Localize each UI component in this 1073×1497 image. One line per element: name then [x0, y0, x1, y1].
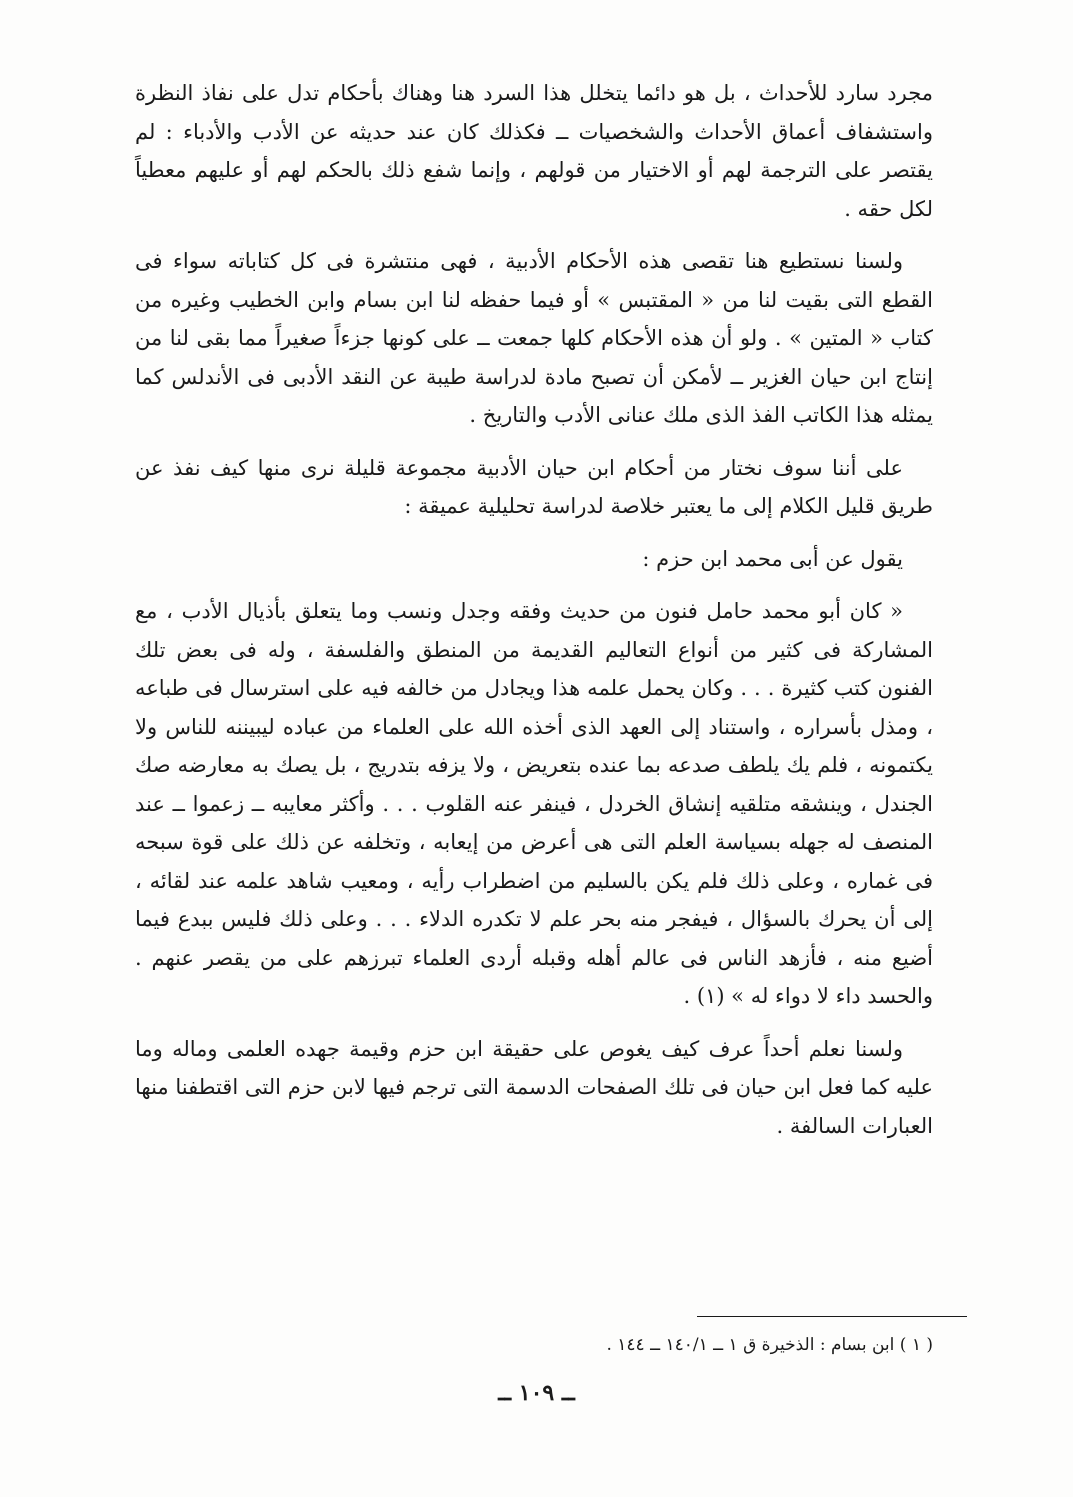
- paragraph-2: ولسنا نستطيع هنا تقصى هذه الأحكام الأدبية ، فهى منتشرة فى كل كتاباته سواء فى القطع التى بقيت لنا من « المقتبس » أو فيما حفظه لنا ابن بسام وابن الخطيب وغيره من كتاب « المتين » . ولو أن هذه الأحكام كلها جمعت ــ على كونها جزءاً صغيراً مما بقى لنا من إنتاج ابن حيان الغزير ــ لأمكن أن تصبح مادة لدراسة طيبة عن النقد الأدبى فى الأندلس كما يمثله هذا الكاتب الفذ الذى ملك عنانى الأدب والتاريخ .: [135, 249, 933, 427]
- paragraph-6: ولسنا نعلم أحداً عرف كيف يغوص على حقيقة ابن حزم وقيمة جهده العلمى وماله وما عليه كما فعل ابن حيان فى تلك الصفحات الدسمة التى ترجم فيها لابن حزم التى اقتطفنا منها العبارات السالفة .: [135, 1036, 933, 1138]
- footnote-divider: [697, 1316, 967, 1317]
- paragraph-5-quotation: « كان أبو محمد حامل فنون من حديث وفقه وجدل ونسب وما يتعلق بأذيال الأدب ، مع المشاركة فى كثير من أنواع التعاليم القديمة من المنطق والفلسفة ، وله فى بعض تلك الفنون كتب كثيرة . . . وكان يحمل علمه هذا ويجادل من خالفه فيه على استرسال فى طباعه ، ومذل بأسراره ، واستناد إلى العهد الذى أخذه الله على العلماء من عباده ليبيننه للناس ولا يكتمونه ، فلم يك يلطف صدعه بما عنده بتعريض ، ولا يزفه بتدريج ، بل يصك به معارضه صك الجندل ، وينشقه متلقيه إنشاق الخردل ، فينفر عنه القلوب . . . وأكثر معايبه ــ زعموا ــ عند المنصف له جهله بسياسة العلم التى هى أعرض من إيعابه ، وتخلفه عن ذلك على قوة سبحه فى غماره ، وعلى ذلك فلم يكن بالسليم من اضطراب رأيه ، ومعيب شاهد علمه عند لقائه ، إلى أن يحرك بالسؤال ، فيفجر منه بحر علم لا تكدره الدلاء . . . وعلى ذلك فليس ببدع فيما أضيع منه ، فأزهد الناس فى عالم أهله وقبله أردى العلماء تبرزهم على من يقصر عنهم . والحسد داء لا دواء له » (١) .: [135, 599, 933, 1008]
- footnote: ( ١ ) ابن بسام : الذخيرة ق ١ ــ ١٤٠/١ ــ ١٤٤ .: [606, 1335, 933, 1355]
- paragraph-3: على أننا سوف نختار من أحكام ابن حيان الأدبية مجموعة قليلة نرى منها كيف نفذ عن طريق قليل الكلام إلى ما يعتبر خلاصة لدراسة تحليلية عميقة :: [135, 455, 933, 518]
- paragraph-1: مجرد سارد للأحداث ، بل هو دائما يتخلل هذا السرد هنا وهناك بأحكام تدل على نفاذ النظرة واستشفاف أعماق الأحداث والشخصيات ــ فكذلك كان عند حديثه عن الأدب والأدباء : لم يقتصر على الترجمة لهم أو الاختيار من قولهم ، وإنما شفع ذلك بالحكم لهم أو عليهم معطياً لكل حقه .: [135, 81, 933, 221]
- body-text: [135, 74, 933, 1159]
- paragraph-4: يقول عن أبى محمد ابن حزم :: [642, 546, 903, 571]
- page-number: ــ ١٠٩ ــ: [498, 1380, 575, 1406]
